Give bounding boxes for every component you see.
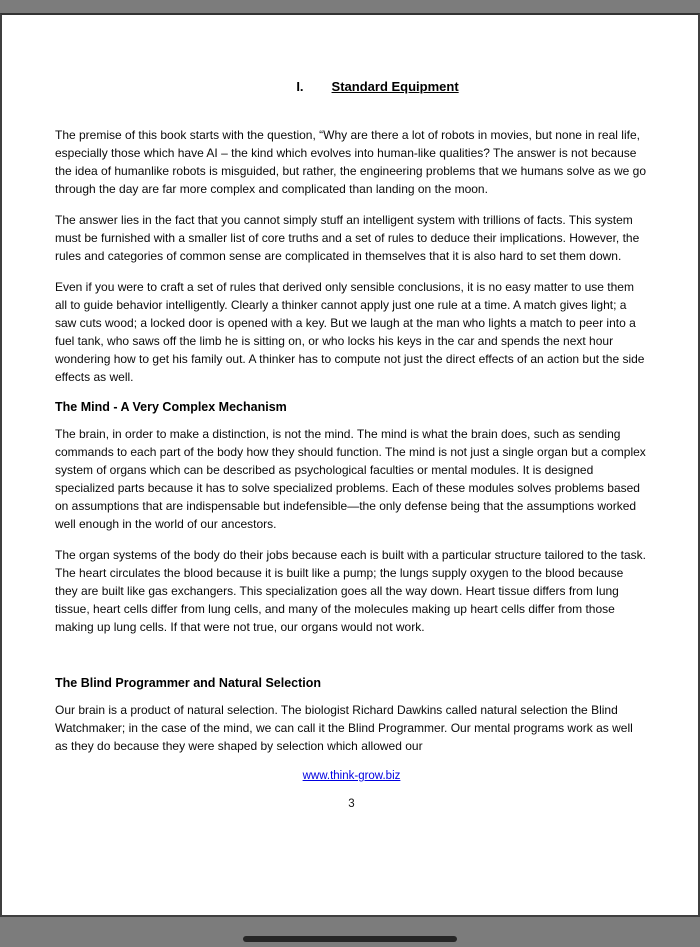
paragraph-organ-systems: The organ systems of the body do their jobs because each is built with a particular structure tailored to the task. The heart circulates the blood because it is built like a pump; the lungs supply oxygen to the blood because they are built like gas exchangers. This specialization goes all the way down. Heart tissue differs from lung tissue, heart cells differ from lung cells, and many of the molecules making up heart cells differ from those making up lung cells. If that were not true, our organs would not work. [55, 548, 646, 634]
page-number: 3 [348, 798, 355, 810]
paragraph-brain-not-mind: The brain, in order to make a distinction, is not the mind. The mind is what the brain does, such as sending commands to each part of the body how they should function. The mind is not just a single organ but a complex system of organs which can be described as psychological faculties or mental modules. It is designed specialized parts because it has to solve specialized problems. Each of these modules solves problems based on assumptions that are indispensable but indefensible—the only defense being that the assumptions worked well enough in the world of our ancestors. [55, 427, 646, 531]
section-title-text: Standard Equipment [331, 79, 459, 94]
subheading-mind-complex-mechanism: The Mind - A Very Complex Mechanism [55, 400, 287, 414]
paragraph-natural-selection: Our brain is a product of natural selection. The biologist Richard Dawkins called natural selection the Blind Watchmaker; in the case of the mind, we can call it the Blind Programmer. Our mental programs work as well as they do because they were shaped by selection which allowed our [55, 703, 633, 753]
section-title-numeral: I. [296, 79, 304, 94]
home-indicator-bar[interactable] [243, 936, 457, 942]
section-title [81, 79, 674, 95]
subheading-blind-programmer: The Blind Programmer and Natural Selection [55, 676, 322, 690]
paragraph-answer-lies: The answer lies in the fact that you cannot simply stuff an intelligent system with trillions of facts. This system must be furnished with a smaller list of core truths and a set of rules to deduce their implications. However, the rules and categories of common sense are complicated in themselves that it is also hard to set them down. [55, 213, 640, 263]
document-viewer [0, 13, 700, 947]
paragraph-rules: Even if you were to craft a set of rules that derived only sensible conclusions, it is no easy matter to use them all to guide behavior intelligently. Clearly a thinker cannot apply just one rule at a time. A match gives light; a saw cuts wood; a locked door is opened with a key. But we laugh at the man who lights a match to peer into a fuel tank, who saws off the limb he is sitting on, or who locks his keys in the car and spends the next hour wondering how to get his family out. A thinker has to compute not just the direct effects of an action but the side effects as well. [55, 280, 645, 384]
footer-link-row [55, 768, 648, 783]
document-page [0, 13, 700, 917]
paragraph-premise: The premise of this book starts with the question, “Why are there a lot of robots in movies, but none in real life, especially those which have AI – the kind which evolves into human-like qualities? The answer is not because the idea of humanlike robots is misguided, but rather, the engineering problems that we humans solve as we go through the day are far more complex and complicated than landing on the moon. [55, 128, 647, 196]
footer-website-link[interactable]: www.think-grow.biz [302, 770, 401, 782]
